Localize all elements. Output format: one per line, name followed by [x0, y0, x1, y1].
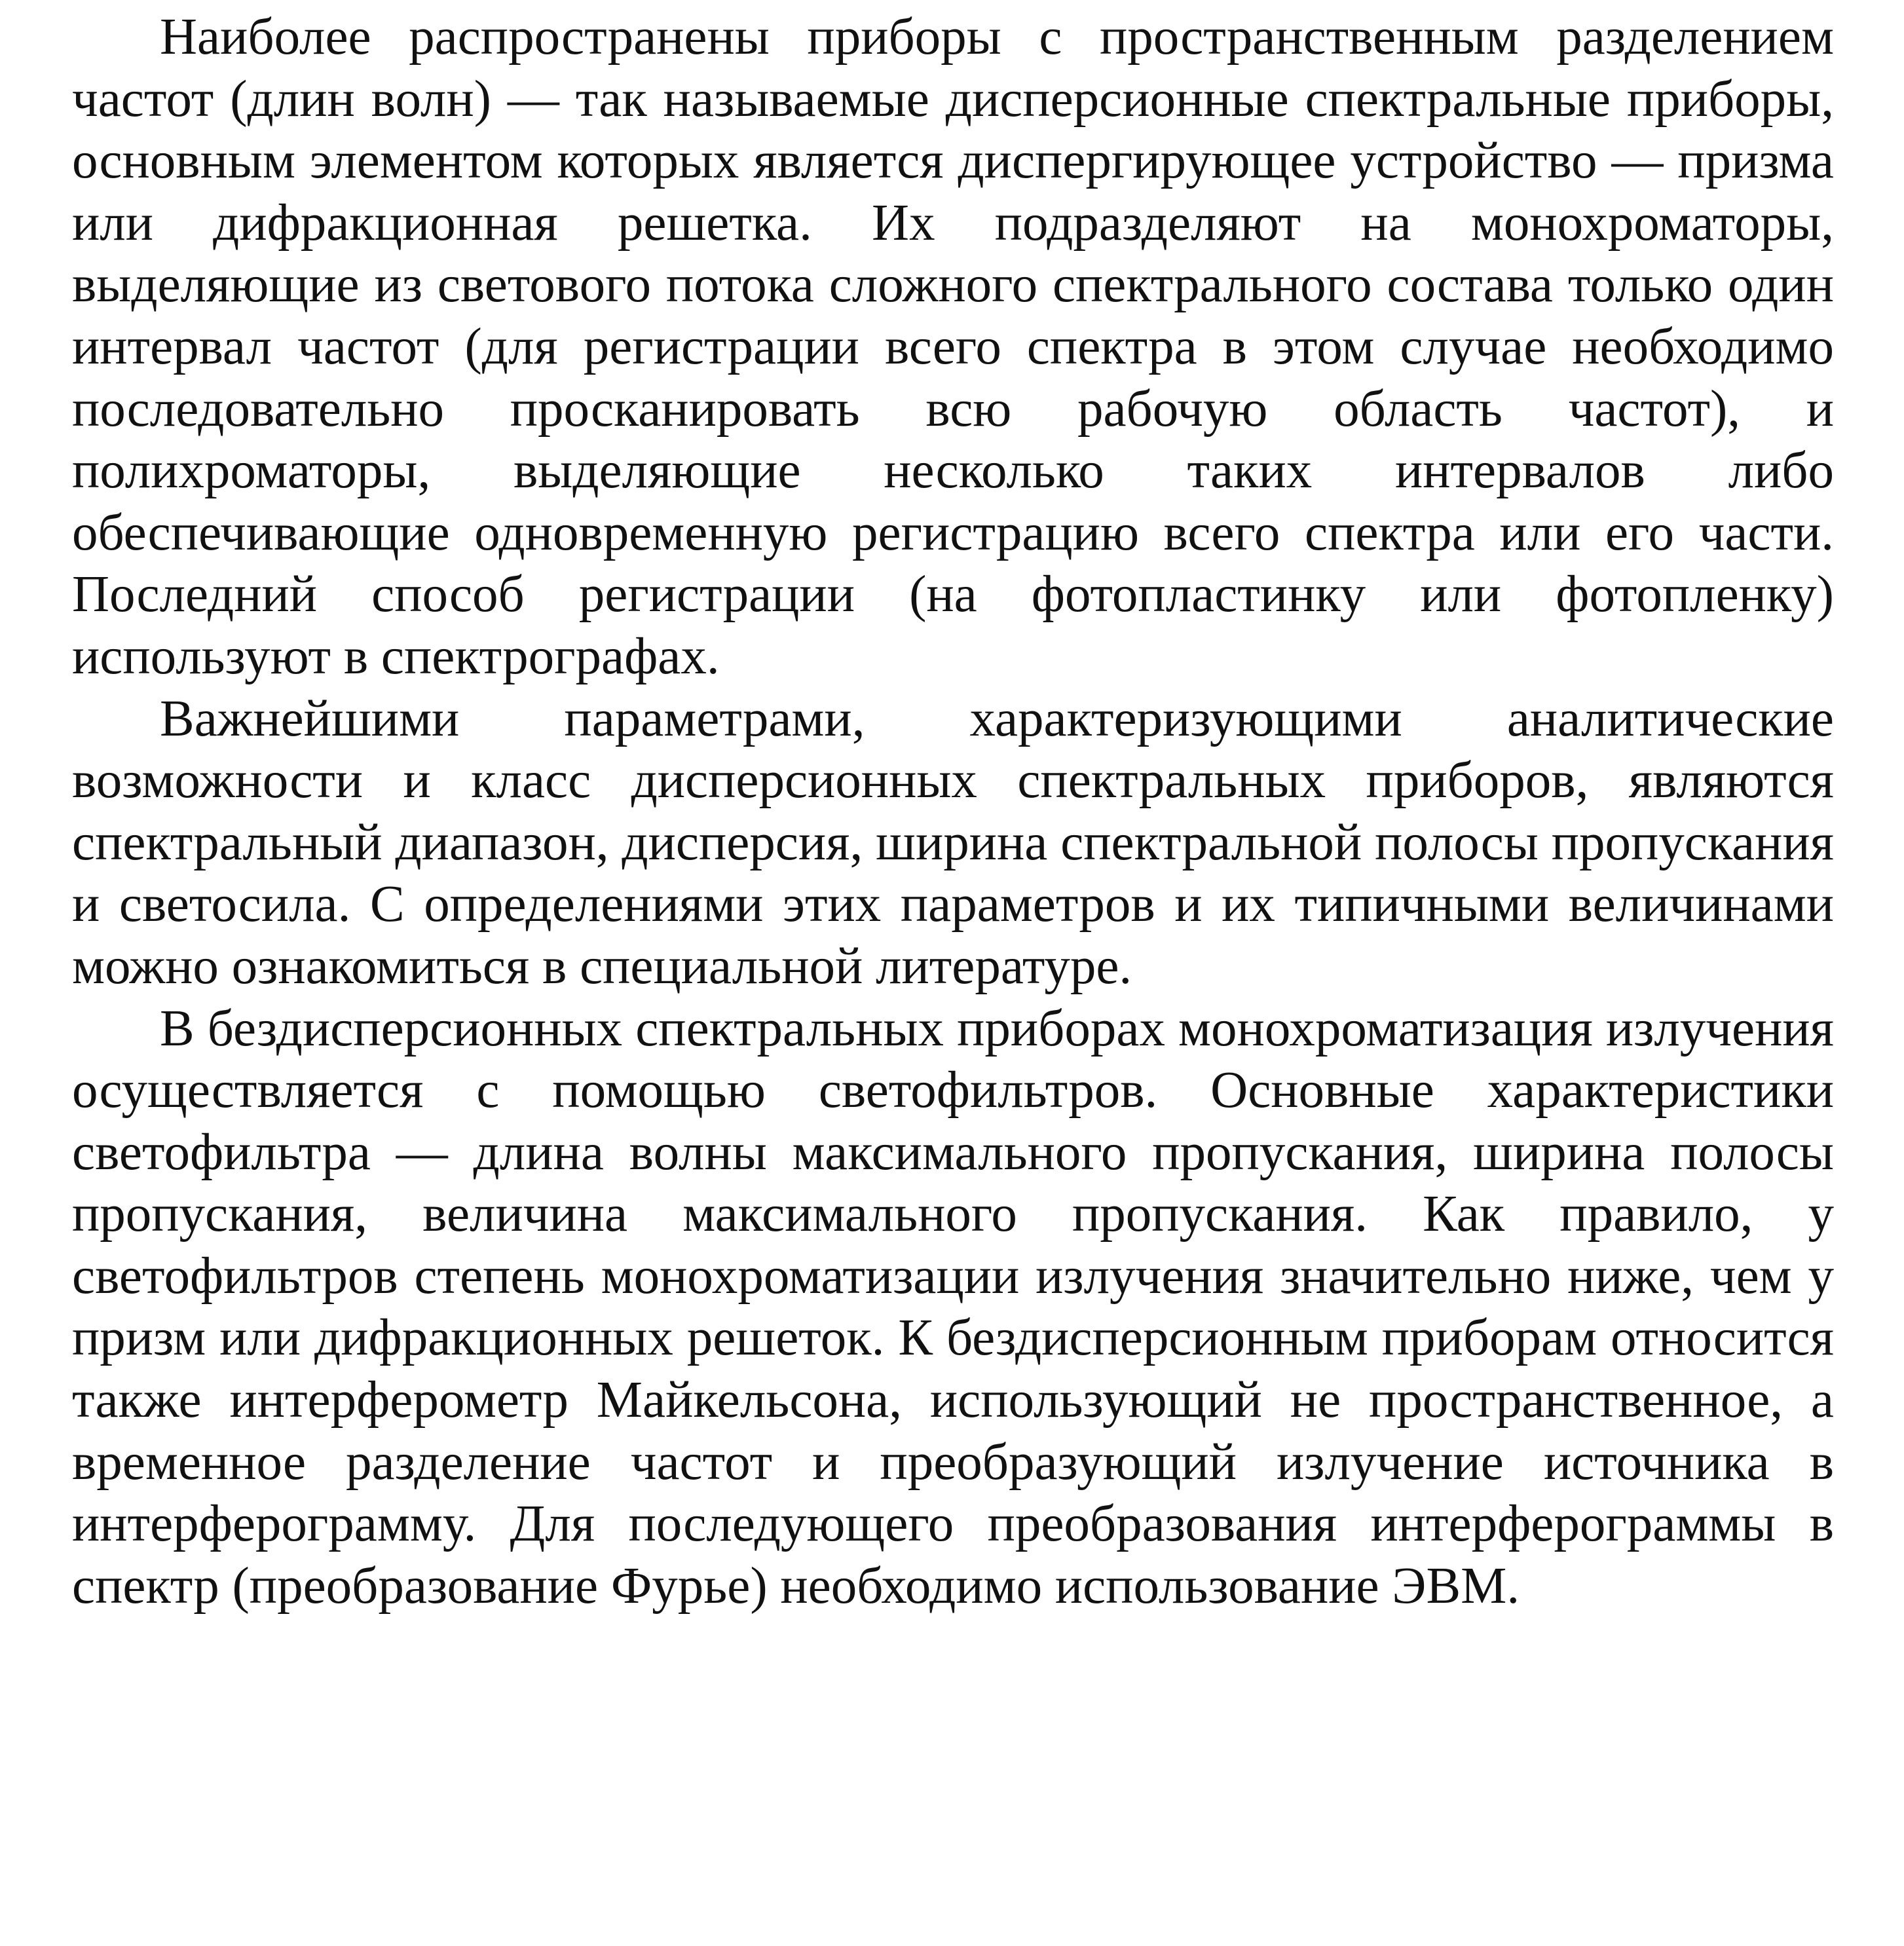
paragraph-instrument-parameters: Важнейшими параметрами, характеризующими аналитические возможности и класс дисперсионных спектральных приборов, являются спектральный диапазон, дисперсия, ширина спектральной полосы пропускания и светосила. С определениями этих параметров и их типичными величинами можно ознакомиться в специальной литературе. [72, 690, 1834, 995]
paragraph-dispersive-instruments: Наиболее распространены приборы с пространственным разделением частот (длин волн) — так называемые дисперсионные спектральные приборы, основным элементом которых является диспергирующее устройство — призма или дифракционная решетка. Их подразделяют на монохроматоры, выделяющие из светового потока сложного спектрального состава только один интервал частот (для регистрации всего спектра в этом случае необходимо последовательно просканировать всю рабочую область частот), и полихроматоры, выделяющие несколько таких интервалов либо обеспечивающие одновременную регистрацию всего спектра или его части. Последний способ регистрации (на фотопластинку или фотопленку) используют в спектрографах. [72, 9, 1834, 685]
document-page [72, 0, 1834, 1946]
paragraph-nondispersive-instruments: В бездисперсионных спектральных приборах монохроматизация излучения осуществляется с помощью светофильтров. Основные характеристики светофильтра — длина волны максимального пропускания, ширина полосы пропускания, величина максимального пропускания. Как правило, у светофильтров степень монохроматизации излучения значительно ниже, чем у призм или дифракционных решеток. К бездисперсионным приборам относится также интерферометр Майкельсона, использующий не пространственное, а временное разделение частот и преобразующий излучение источника в интерферограмму. Для последующего преобразования интерферограммы в спектр (преобразование Фурье) необходимо использование ЭВМ. [72, 1000, 1834, 1615]
